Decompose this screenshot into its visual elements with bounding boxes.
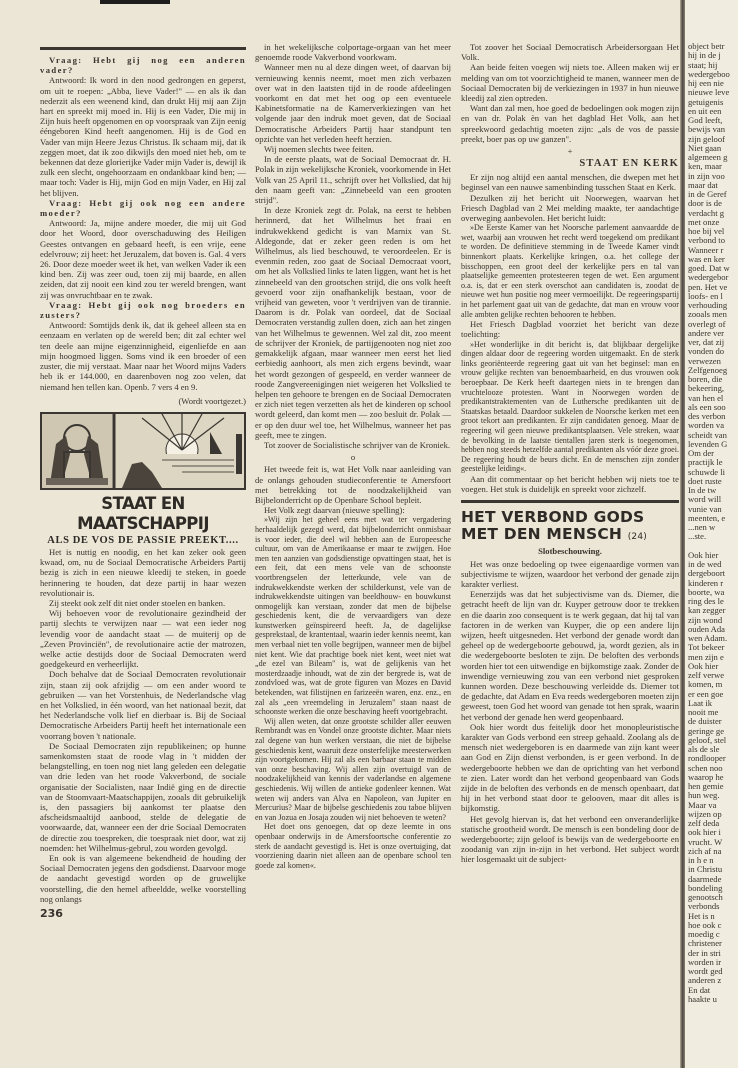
section-illustration xyxy=(40,412,246,490)
text-fragment-line: des verbon xyxy=(688,411,726,421)
text-fragment-line: loofs- en l xyxy=(688,290,723,301)
text-fragment-line: practijk le xyxy=(688,457,723,468)
text-fragment-line: Ook hier xyxy=(688,660,719,671)
text-fragment-line: moedig c xyxy=(688,929,720,939)
text-fragment-line: boren, die xyxy=(688,374,723,384)
text-fragment-line: verbonds xyxy=(688,901,720,912)
text-fragment-line: wen Adam. xyxy=(688,633,728,643)
page-number: 236 xyxy=(40,907,63,921)
text-fragment-line: geloof, stel xyxy=(688,734,727,745)
text-fragment-line: zich af na xyxy=(688,845,722,856)
paragraph: De Sociaal Democraten zijn republikeinen; op hunne samenkomsten staat de roode vlag in 't midden der belangstelling, en toen nog niet lang geleden een delegatie van drie leden van het roode Vakverbond, de sociale organisatie der Socialisten, naar Indië ging en de directie van de Stoomvaart-Maatschappijen, zooals dit gebruikelijk is, den passagiers bij aankomst ter plaatse den afscheidsmaaltijd aanbood, stelde de delegatie de voorwaarde, dat, wanneer een der drie Sociaal Democraten de directie zou toespreken, die toespraak niet door, wat zij noemden: het Wilhelmus-gebrul, zou worden gevolgd. xyxy=(40,740,246,853)
text-fragment-line: staat; hij xyxy=(688,59,718,70)
top-rule xyxy=(40,47,246,50)
text-fragment-line: vunie van xyxy=(688,503,722,514)
text-fragment-line: schen noo xyxy=(688,762,723,773)
paragraph: Wij noemen slechts twee feiten. xyxy=(264,144,374,155)
paragraph: Doch behalve dat de Sociaal Democraten revolutionair zijn, staan zij ook afzijdig — om een ander woord te gebruiken — van het Vorstenhuis, de Nederlandsche vlag en het Volkslied, in één woord, van het nationaal bezit, dat het Nederlandsche volk lief en dierbaar is. Bij de Sociaal Democratische Arbeiders Partij heeft het internationale een voorrang boven 't nationale. xyxy=(40,669,246,741)
paragraph: Aan dit commentaar op het bericht hebben wij niets toe te voegen. Het stuk is duidelijk en spreekt voor zichzelf. xyxy=(461,473,679,495)
text-fragment-line: zijn geloof xyxy=(688,133,725,144)
text-fragment-line: In de tw xyxy=(688,485,717,495)
text-fragment-line: in de wed xyxy=(688,559,722,569)
paragraph: Wij behoeven voor de revolutionaire gezindheid der partij slechts te verwijzen naar — wat een ieder nog levendig voor de aandacht staat — de muiterij op de „Zeven Provinciën", de revolutionaire actie der matrozen, welke actie destijds door de Sociaal Democraten werd goedgekeurd en verheerlijkt. xyxy=(40,608,246,670)
paragraph: In de eerste plaats, wat de Sociaal Democraat dr. H. Polak in zijn wekelijksche Kroniek, voorkomende in Het Volk van 25 April 11., schrijft over het Volkslied, dat hij den naam geeft van: „Zinnebeeld van een grooten strijd". xyxy=(255,154,451,206)
paragraph: »Het wonderlijke in dit bericht is, dat blijkbaar dergelijke dingen aldaar door de regeering worden uitgemaakt. En de sterk links georiënteerde regeering gaat uit van het beginsel: man en vrouw gelijke rechten van benoembaarheid, en dus vrouwen ook beroepbaar. De Kerk heeft daartegen niets in te brengen dan vruchtelooze protesten. Want in Noorwegen worden de predikantstraktementen van de Luthersche predikanten uit de Staatskas betaald. Daardoor sukkelen de Noorsche kerken met een groot tekort aan predikanten. Er zijn candidaten genoeg. Maar de regeering wil geen nieuwe predikantsplaatsen. Vele streken, waar de bevolking in de laatste tientallen jaren sterk is toegenomen, hebben nog steeds hetzelfde aantal predikanten als vóór deze groei. De regeering houdt de beurs dicht. En de menschen zijn zonder geestelijke leiding«. xyxy=(461,339,679,474)
text-fragment-line: bekeering, xyxy=(688,383,725,394)
paragraph: Het tweede feit is, wat Het Volk naar aanleiding van de onlangs gehouden studieconferentie te Amersfoort met betrekking tot de noodzakelijkheid van Bijbelonderricht op de Openbare School bepleit. xyxy=(255,464,451,505)
text-fragment-line: wedergebor xyxy=(688,272,729,283)
text-fragment-line: hen gemie xyxy=(688,781,724,791)
text-fragment-line: hoe ook c xyxy=(688,919,722,930)
article-divider-rule xyxy=(461,500,679,503)
text-fragment-line: ver, dat zij xyxy=(688,337,725,347)
paragraph: Antwoord: Ik word in den nood gedrongen en geperst, om uit te roepen: „Abba, lieve Vader!" — en als ik dan nederzit als een weenend kind, dan drukt Hij mij aan Zijn hart en spreekt mij moed in. Hij is een Vader, Die mij in Zijn huis heeft opgenomen en op voorspraak van Zijn eenig ééngeboren Kind heeft aangenomen. Hij is de God en Vader van mijn Heere Jezus Christus. Ik schaam mij, dat ik zeggen moet, dat ik zoo dikwijls den moed niet heb, om te bekennen dat deze glorierijke Vader mijn Vader is, dewijl ik zulk een slecht, ongehoorzaam en ondankbaar kind ben; — maar toch: Vader is Hij, mijn God en mijn Vader, en Hij zal het blijven. xyxy=(40,75,246,198)
text-fragment-line: maar dat xyxy=(688,179,718,190)
text-fragment-line: zooals men xyxy=(688,309,727,320)
text-fragment-line: er een goe xyxy=(688,688,724,699)
text-fragment-line: pen. Het ve xyxy=(688,281,728,292)
text-fragment-line: God leeft, xyxy=(688,115,723,125)
text-fragment-line: verbond to xyxy=(688,235,725,246)
text-fragment-line: genootsch xyxy=(688,892,723,902)
article-title-text: HET VERBOND GODS MET DEN MENSCH xyxy=(461,508,645,544)
text-fragment-line: wedergeboo xyxy=(688,68,730,79)
text-fragment-line: kan zegger xyxy=(688,605,726,616)
text-fragment-line: met onze xyxy=(688,216,720,227)
paragraph: Het doet ons genoegen, dat op deze leemte in ons openbaar onderwijs in de Amersfoortsche conferentie zo sterk de aandacht gevestigd is. Het is onze overtuiging, dat voorziening daarin niet alleen aan de openbare school ten goede zal komen«. xyxy=(255,822,451,870)
text-fragment-line: zelf deda xyxy=(688,818,720,828)
question-paragraph: Vraag: Hebt gij ook nog een andere moeder? xyxy=(40,197,246,219)
text-fragment-line: En dat xyxy=(688,984,711,995)
paragraph: Het gevolg hiervan is, dat het verbond een onveranderlijke statische grootheid wordt. De mensch is een bondeling door de wedergeboorte; zijn geloof is bewijs van de wedergeboorte en zoodanig van zijn in-zijn in het verbond. Het subject wordt hier losgemaakt uit de subject- xyxy=(461,813,679,865)
paragraph: En ook is van algemeene bekendheid de houding der Sociaal Democraten jegens den godsdienst. Daarvoor moge de aandacht gevestigd worden op de gruwelijke voorstelling, die den hemel afbeeldde, welke voorstelling nog onlangs xyxy=(40,853,246,904)
paragraph: In deze Kroniek zegt dr. Polak, na eerst te hebben herinnerd, dat het Wilhelmus het fraai en indrukwekkend gedicht is van Marnix van St. Aldegonde, dat er zeker geen reden is om het Wilhelmus, als lied beschouwd, te veroordeelen. Er is evenmin reden, zoo gaat de Sociaal Democraat voort, om het als Volkslied links te laten liggen, want het is het zinnebeeld van den grootschen strijd, die ons volk heeft gevoerd voor zijn onafhankelijk bestaan, voor de vrijheid van geweten, voor 't verdrijven van de tirannie. Daarom is dr. Polak van oordeel, dat de Sociaal Democraten verstandig zullen doen, zich aan het zingen van het Wilhelmus te gewennen. Wel zal dit, zoo meent de schrijver der Kroniek, de partijgenooten nog niet zoo gemakkelijk afgaan, maar wanneer men eerst het lied eerbiedig aanhoort, als men zich ergens bevindt, waar het wordt gezongen of gespeeld, en verder wanneer de roode Zangvereenigingen niet weigeren het Volkslied te helpen ten gehoore te brengen en de Sociaal Democraten er zich niet tegen verzetten als het de kinderen op school wordt geleerd, dan komt men — zoo besluit dr. Polak — er op den duur wel toe, het Wilhelmus, wanneer het pas geeft, mee te zingen. xyxy=(255,205,451,440)
text-fragment-line: verwezen xyxy=(688,355,721,366)
text-fragment-line: ook hier i xyxy=(688,827,721,838)
text-fragment-line: Om der xyxy=(688,448,715,458)
text-fragment-line: getuigenis xyxy=(688,96,724,107)
text-fragment-line: Het is n xyxy=(688,910,715,921)
text-fragment-line: dergeboort xyxy=(688,568,726,579)
text-fragment-line: en uit een xyxy=(688,105,722,116)
article-subtitle: Slotbeschouwing. xyxy=(538,546,602,557)
section-ornament: o xyxy=(350,452,356,463)
text-fragment-line: in Christu xyxy=(688,864,723,875)
paragraph: Want dan zal men, hoe goed de bedoelingen ook mogen zijn en van dr. Polak èn van het dagblad Het Volk, aan het spreekwoord gedachtig moeten zijn: „als de vos de passie preekt, boer pas op uw ganzen". xyxy=(461,103,679,144)
text-fragment-line: word will xyxy=(688,494,722,505)
text-fragment-line: goed. Dat w xyxy=(688,263,730,273)
text-fragment-line: doet ruste xyxy=(688,475,722,486)
text-fragment-line: ...ste. xyxy=(688,531,707,542)
text-fragment-line: worden va xyxy=(688,420,725,431)
text-fragment-line: was en ker xyxy=(688,253,725,264)
paragraph: Zij steekt ook zelf dit niet onder stoelen en banken. xyxy=(49,597,226,608)
article-title-verbond xyxy=(461,509,679,546)
text-fragment-line: ring des le xyxy=(688,596,724,606)
text-fragment-line: bewijs van xyxy=(688,124,725,135)
text-fragment-line: geringe ge xyxy=(688,725,725,736)
text-fragment-line: bondeling xyxy=(688,882,723,893)
text-fragment-line: Laat ik xyxy=(688,697,713,708)
paragraph: Tot zoover de Socialistische schrijver van de Kroniek. xyxy=(264,439,451,450)
text-fragment-line: komen, m xyxy=(688,679,723,690)
text-fragment-line: Maar va xyxy=(688,799,717,810)
column-1-catechism xyxy=(40,55,246,406)
text-fragment-line: levenden G xyxy=(688,438,728,449)
paragraph: in het wekelijksche colportage-orgaan van het meer genoemde roode Vakverbond voorkwam. xyxy=(255,42,451,63)
paragraph: Wij allen weten, dat onze grootste schilder aller eeuwen Rembrandt was en Vondel onze grootste dichter. Maar niets zal degene van hun werken verstaan, die niet de bijbelse geschiedenis kent, waaruit deze onsterfelijke meesterwerken zijn voortgekomen. Hij zal als een barbaar staan te midden van onze beschaving. Wij allen zijn overtuigd van de noodzakelijkheid van kennis der vaderlandse en algemene geschiedenis. Wij willen de antieke godenleer kennen. Wat weten wij anders van Alva en Napoleon, van Jupiter en Mercurius? Maar de bijbelse geschiedenis zou taboe blijven en van Jozua en Josaja zouden wij niet behoeven te weten? xyxy=(255,716,451,822)
text-fragment-line: nooit me xyxy=(688,707,719,717)
text-fragment-line: scheidt van xyxy=(688,429,727,440)
text-fragment-line: Zelfgenoeg xyxy=(688,364,728,375)
paragraph: Eenerzijds was dat het subjectivisme van ds. Diemer, die getracht heeft de lijn van dr. Kuyper getrouw door te trekken en die daarin zoo consequent is te werk gegaan, dat hij tal van factoren in de werken van Kuyper, die op een andere lijn wijzen, heeft uitgesneden. Het verbond der genade wordt dan geheel op de wedergeboorte gebouwd, ja, wordt gezien, als in die wedergeboorte besloten te zijn. De beloften des verbonds worden hier tot een uitwendige en bijkomstige zaak. Zonder de inwendige vernieuwing zou van een verbond niet gesproken kunnen worden. Deze beschouwing verleidde ds. Diemer tot de gedachte, dat Adam en Eva reeds wedergeboren moeten zijn geweest, toen God het woord van genade tot hen sprak, waarin het verbond der genade hen werd geopenbaard. xyxy=(461,589,679,722)
text-fragment-line: waarop he xyxy=(688,771,724,782)
text-fragment-line: anderen z xyxy=(688,975,722,986)
text-fragment-line: object betr xyxy=(688,42,725,51)
text-fragment-line: in de Geref xyxy=(688,189,727,199)
paragraph: Tot zoover het Sociaal Democratisch Arbeidersorgaan Het Volk. xyxy=(461,42,679,63)
text-fragment-line: ken, maar xyxy=(688,161,722,172)
text-fragment-line: overlegt of xyxy=(688,318,726,329)
question-paragraph: Vraag: Hebt gij ook nog broeders en zusters? xyxy=(40,299,246,321)
text-fragment-line: hij een nie xyxy=(688,78,724,88)
text-fragment-line: in zijn voo xyxy=(688,170,725,181)
column-1-article xyxy=(40,547,246,904)
paragraph: Aan beide feiten voegen wij niets toe. Alleen maken wij er melding van om tot voorzichtigheid te manen, wanneer men de Sociaal Democraten bij de verkiezingen in 1937 in hun nieuwe kleedij zal zien optreden. xyxy=(461,62,679,104)
text-fragment-line: hoe bij vel xyxy=(688,226,725,236)
text-fragment-line: in h e n xyxy=(688,855,714,865)
text-fragment-line: als de sle xyxy=(688,744,720,754)
article-title: ALS DE VOS DE PASSIE PREEKT.... xyxy=(47,534,239,546)
text-fragment-line: ouden Ada xyxy=(688,623,725,634)
text-fragment-line: als een soo xyxy=(688,401,726,412)
section-heading: STAAT EN MAATSCHAPPIJ xyxy=(77,493,209,533)
text-fragment-line: de duister xyxy=(688,716,722,727)
paragraph: »De Eerste Kamer van het Noorsche parlement aanvaardde de wet, waarbij aan vrouwen het recht werd toegekend om predikant te worden. De definitieve stemming in de Tweede Kamer vindt binnenkort plaats. Kerkelijke kringen, o.a. het college der bisschoppen, een groot deel der kerkelijke pers en tal van plaatselijke gemeenten protesteeren tegen de wet. Een argument o.a. is, dat er een sterk overschot aan candidaten is, zoodat de nieuwe wet hun positie nog meer vermoeilijkt. De regeeringspartij in het parlement gaat uit van de gedachte, dat man en vrouw voor alle ambten gelijke rechten behooren te hebben. xyxy=(461,223,679,319)
text-fragment-line: rondlooper xyxy=(688,753,726,764)
text-fragment-line: vrucht. W xyxy=(688,836,723,847)
text-fragment-line: Ook hier xyxy=(688,549,719,560)
text-fragment-line: door is de xyxy=(688,198,722,209)
text-fragment-line: Wanneer r xyxy=(688,244,724,255)
paragraph: Dezulken zij het bericht uit Noorwegen, waarvan het Friesch Dagblad van 2 Mei melding maakte, ter aandachtige overweging aanbevolen. Het bericht luidt: xyxy=(461,192,679,224)
text-fragment-line: hun weg. xyxy=(688,790,720,801)
section-ornament: + xyxy=(567,146,573,157)
column-2-article xyxy=(255,42,451,870)
paragraph: (Wordt voortgezet.) xyxy=(178,395,246,406)
text-fragment-line: men zijn e xyxy=(688,651,724,662)
heraldic-lions-and-sunrise-illustration xyxy=(42,414,244,488)
text-fragment-line: andere ver xyxy=(688,327,725,338)
text-fragment-line: wordt ged xyxy=(688,966,723,976)
question-paragraph: Vraag: Hebt gij nog een anderen vader? xyxy=(40,55,246,76)
text-fragment-line: schuwde li xyxy=(688,466,725,477)
text-fragment-line: wijzen op xyxy=(688,808,722,819)
text-fragment-line: van hen el xyxy=(688,392,724,403)
text-fragment-line: Niet gaan xyxy=(688,142,722,153)
text-fragment-line: hij in de j xyxy=(688,50,721,61)
column-3-articles xyxy=(461,42,679,865)
text-fragment-line: daarmede xyxy=(688,873,722,884)
text-fragment-line: verhouding xyxy=(688,300,728,310)
text-fragment-line: boorte, wa xyxy=(688,586,725,597)
paragraph: Het was onze bedoeling op twee eigenaardige vormen van subjectivisme te wijzen, waardoor het verbond der genade zijn karakter verliest. xyxy=(461,558,679,589)
scan-edge-mark xyxy=(100,0,170,4)
text-fragment-line: meenten, e xyxy=(688,512,726,523)
text-fragment-line: ...nen w xyxy=(688,522,716,532)
text-fragment-line: nieuwe leve xyxy=(688,87,730,98)
article-title-staat-en-kerk: STAAT EN KERK xyxy=(579,158,679,170)
paragraph: »Wij zijn het geheel eens met wat ter vergadering herhaaldelijk gezegd werd, dat bijbelonderricht onmisbaar is voor ieder, die deel wil hebben aan de Europeesche cultuur, om van de Amerikaanse er maar te zwijgen. Hoe men ten aanzien van godsdienstige opvattingen staat, het is een feit, dat een mens vele van de schoonste voortbrengselen der letterkunde, vele van de indrukwekkendste werken der schilderkunst, vele van de indrukwekkendste uitingen van beeldhouw- en bouwkunst onmogelijk kan verstaan, zonder dat men de bijbelse geschiedenis kent, die de vervaardigers van deze kunstwerken geïnspireerd heeft. Ja, de dagelijkse gesprekstaal, de krantentaal, waarin ieder kennis neemt, kan men verbaal niet ten volle begrijpen, wanneer men de bijbel niet kent. Wie dat prachtige boek niet kent, weet niet wat „de ezel van Bileam" is, wat de gelijkenis van het mosterdzaadje inhoudt, wat de zin der bergrede is, wat de zondvloed was, wat de grote figuren van Mozes en David betekenden, wat filistijnen en farizeeën waren, enz. enz., en zal als „een vreemdeling in Jeruzalem" staan naast de schoonste werken die onze beschaving heeft voortgebracht. xyxy=(255,515,451,717)
text-fragment-line: vonden do xyxy=(688,346,725,357)
paragraph: Antwoord: Ja, mijne andere moeder, die mij uit God door het Woord, door overschaduwing des Heiligen Geestes ontvangen en gebaard heeft, is een vrije, eene edelvrouw; zij heet: het Jeruzalem, dat boven is. Gal. 4 vers 26. Door deze moeder weet ik het, van welken Vader ik een kind ben. Zij was zeer oud, toen zij mij baarde, en allen zeiden, dat zij nooit een kind zou ter wereld brengen, want zij was onvruchtbaar en te zwak. xyxy=(40,218,246,300)
column-4-truncated xyxy=(688,42,738,1004)
article-series-number: (24) xyxy=(627,532,647,543)
paragraph: Wanneer men nu al deze dingen weet, of daarvan bij vernieuwing kennis neemt, moet men zich verbazen over wat in den laatsten tijd in de roode afdeelingen voorkomt en dat met het oog op een eventueele Kabinetsformatie na de Kamerverkiezingen van het volgende jaar den indruk moet geven, dat de Sociaal Democratische Arbeiders Partij haar standpunt ten opzichte van het verleden heeft herzien. xyxy=(255,62,451,144)
paragraph: Antwoord: Somtijds denk ik, dat ik geheel alleen sta en eenzaam en verlaten op de wereld ben; dit zal echter wel ten deele aan mijne eigenzinnigheid, eigenliefde en aan mijn hoogmoed liggen. Soms vind ik een broeder of een zuster, die mij verstaat. Maar naar het Woord mijns Vaders heb ik er 144.000, en daarenboven nog zoo velen, dat niemand hen tellen kan. Openb. 7 vers 4 en 9. xyxy=(40,320,246,392)
text-fragment-line: zijn wond xyxy=(688,614,723,625)
paragraph: Het Friesch Dagblad voorziet het bericht van deze toelichting: xyxy=(461,319,679,340)
column-1 xyxy=(40,47,246,920)
paragraph: Er zijn nog altijd een aantal menschen, die dwepen met het beginsel van een nauwe samenbinding tusschen Staat en Kerk. xyxy=(461,172,679,193)
text-fragment-line: worden ir xyxy=(688,956,722,967)
text-fragment-line: Tot bekeer xyxy=(688,642,725,653)
paragraph: Het is nuttig en noodig, en het kan zeker ook geen kwaad, om, nu de Sociaal Democratische Arbeiders Partij bezig is zich in een nieuwe kleedij te steken, in goede herinnering te houden, dat deze partij in haar wezen revolutionair is. xyxy=(40,546,246,598)
text-fragment-line: kinderen r xyxy=(688,577,724,588)
text-fragment-line: zelf verwe xyxy=(688,670,725,680)
paragraph: Het Volk zegt daarvan (nieuwe spelling): xyxy=(264,505,405,516)
text-fragment-line: haakte u xyxy=(688,993,717,1004)
text-fragment-line: verdacht g xyxy=(688,207,725,218)
paragraph: Ook hier wordt dus feitelijk door het monopleuristische karakter van Gods verbond een streep gehaald. Zoolang als de mensch niet wedergeboren is en daarmede van zijn kant weer aan God en Zijn dienst verbonden, is er geen verbond. In de wedergeboorte hebben we dan de oprichting van het verbond te zien. Later wordt dan het verbond geopenbaard van Gods zijde in de beloften des verbonds en de mensch openbaart, dat hij in het verbond staat door te gelooven, maar dit alles is bijkomstig. xyxy=(461,721,679,814)
text-fragment-line: der in stri xyxy=(688,947,721,958)
text-fragment-line: algemeen g xyxy=(688,152,728,162)
text-fragment-line: christener xyxy=(688,938,722,949)
